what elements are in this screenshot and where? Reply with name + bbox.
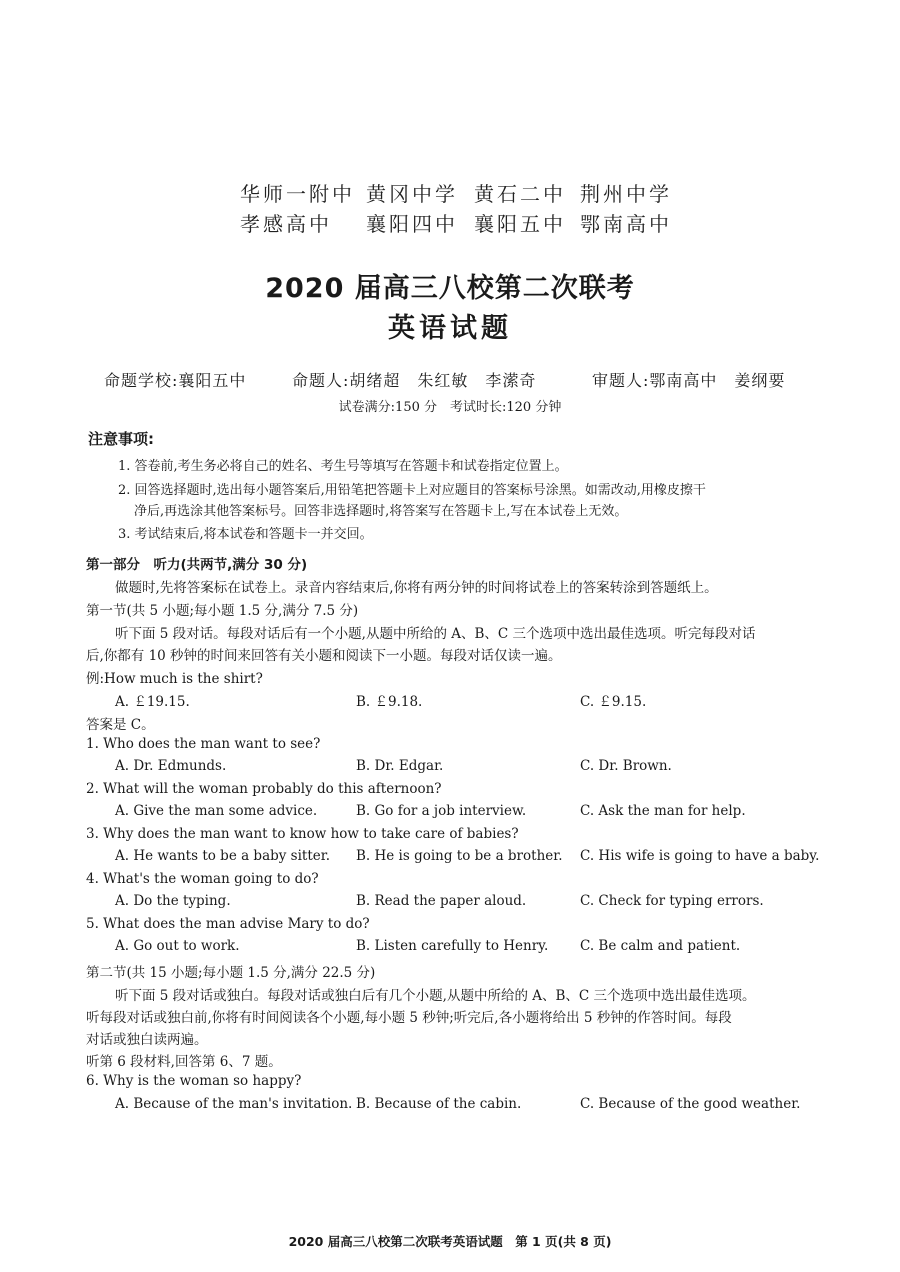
section2-instructions: 对话或独白读两遍。 xyxy=(86,1032,208,1048)
school-name: 荆州中学 xyxy=(580,182,672,206)
exam-title: 2020 届高三八校第二次联考 xyxy=(265,273,635,304)
notes-heading: 注意事项: xyxy=(88,430,154,448)
option-c: C. Ask the man for help. xyxy=(580,803,746,819)
question-text: 2. What will the woman probably do this afternoon? xyxy=(86,781,442,797)
option-c: C. Be calm and patient. xyxy=(580,938,741,954)
page-footer: 2020 届高三八校第二次联考英语试题 第 1 页(共 8 页) xyxy=(288,1234,612,1249)
option-a: A. He wants to be a baby sitter. xyxy=(115,848,331,864)
option-c: C. His wife is going to have a baby. xyxy=(580,848,820,864)
section2-heading: 第二节(共 15 小题;每小题 1.5 分,满分 22.5 分) xyxy=(86,965,376,981)
section1-heading: 第一节(共 5 小题;每小题 1.5 分,满分 7.5 分) xyxy=(86,603,359,619)
question-text: 4. What's the woman going to do? xyxy=(86,871,319,887)
exam-subject: 英语试题 xyxy=(388,313,512,344)
option-c: C. ￡9.15. xyxy=(580,694,647,710)
part1-heading: 第一部分 听力(共两节,满分 30 分) xyxy=(86,557,308,573)
school-name: 襄阳四中 xyxy=(366,212,458,236)
option-b: B. ￡9.18. xyxy=(356,694,423,710)
option-a: A. Dr. Edmunds. xyxy=(115,758,227,774)
setting-school: 命题学校:襄阳五中 xyxy=(104,371,247,390)
option-c: C. Because of the good weather. xyxy=(580,1096,801,1112)
school-name: 华师一附中 xyxy=(240,182,355,206)
question-text: 3. Why does the man want to know how to take care of babies? xyxy=(86,826,519,842)
option-c: C. Dr. Brown. xyxy=(580,758,672,774)
section1-instructions: 后,你都有 10 秒钟的时间来回答有关小题和阅读下一小题。每段对话仅读一遍。 xyxy=(86,648,562,664)
option-a: A. Because of the man's invitation. xyxy=(115,1096,353,1112)
score-time-line: 试卷满分:150 分 考试时长:120 分钟 xyxy=(338,400,562,415)
option-a: A. Do the typing. xyxy=(115,893,231,909)
question-text: 5. What does the man advise Mary to do? xyxy=(86,916,370,932)
note-item: 1. 答卷前,考生务必将自己的姓名、考生号等填写在答题卡和试卷指定位置上。 xyxy=(118,459,568,474)
part1-intro: 做题时,先将答案标在试卷上。录音内容结束后,你将有两分钟的时间将试卷上的答案转涂到答题纸上。 xyxy=(115,580,718,596)
school-name: 孝感高中 xyxy=(240,212,332,236)
note-item: 3. 考试结束后,将本试卷和答题卡一并交回。 xyxy=(118,527,373,542)
school-name: 襄阳五中 xyxy=(474,212,566,236)
school-name: 鄂南高中 xyxy=(580,212,672,236)
reviewer: 审题人:鄂南高中 姜纲要 xyxy=(592,371,786,390)
option-b: B. Go for a job interview. xyxy=(356,803,527,819)
question-text: 1. Who does the man want to see? xyxy=(86,736,321,752)
school-name: 黄冈中学 xyxy=(366,182,458,206)
option-c: C. Check for typing errors. xyxy=(580,893,764,909)
option-b: B. Dr. Edgar. xyxy=(356,758,444,774)
school-name: 黄石二中 xyxy=(474,182,566,206)
example-question: 例:How much is the shirt? xyxy=(86,671,263,687)
note-item: 净后,再选涂其他答案标号。回答非选择题时,将答案写在答题卡上,写在本试卷上无效。 xyxy=(134,504,628,519)
section2-instructions: 听下面 5 段对话或独白。每段对话或独白后有几个小题,从题中所给的 A、B、C 三个选项中选出最佳选项。 xyxy=(115,988,756,1004)
option-a: A. Go out to work. xyxy=(115,938,240,954)
example-answer: 答案是 C。 xyxy=(86,717,155,733)
question-text: 6. Why is the woman so happy? xyxy=(86,1073,302,1089)
option-b: B. Read the paper aloud. xyxy=(356,893,527,909)
section2-instructions: 听每段对话或独白前,你将有时间阅读各个小题,每小题 5 秒钟;听完后,各小题将给出 5 秒钟的作答时间。每段 xyxy=(86,1010,732,1026)
option-a: A. ￡19.15. xyxy=(115,694,190,710)
option-a: A. Give the man some advice. xyxy=(115,803,318,819)
note-item: 2. 回答选择题时,选出每小题答案后,用铅笔把答题卡上对应题目的答案标号涂黑。如需改动,用橡皮擦干 xyxy=(118,483,706,498)
option-b: B. Because of the cabin. xyxy=(356,1096,522,1112)
option-b: B. He is going to be a brother. xyxy=(356,848,563,864)
option-b: B. Listen carefully to Henry. xyxy=(356,938,549,954)
question-authors: 命题人:胡绪超 朱红敏 李潆奇 xyxy=(292,371,537,390)
section1-instructions: 听下面 5 段对话。每段对话后有一个小题,从题中所给的 A、B、C 三个选项中选出最佳选项。听完每段对话 xyxy=(115,626,756,642)
material-note: 听第 6 段材料,回答第 6、7 题。 xyxy=(86,1054,282,1070)
